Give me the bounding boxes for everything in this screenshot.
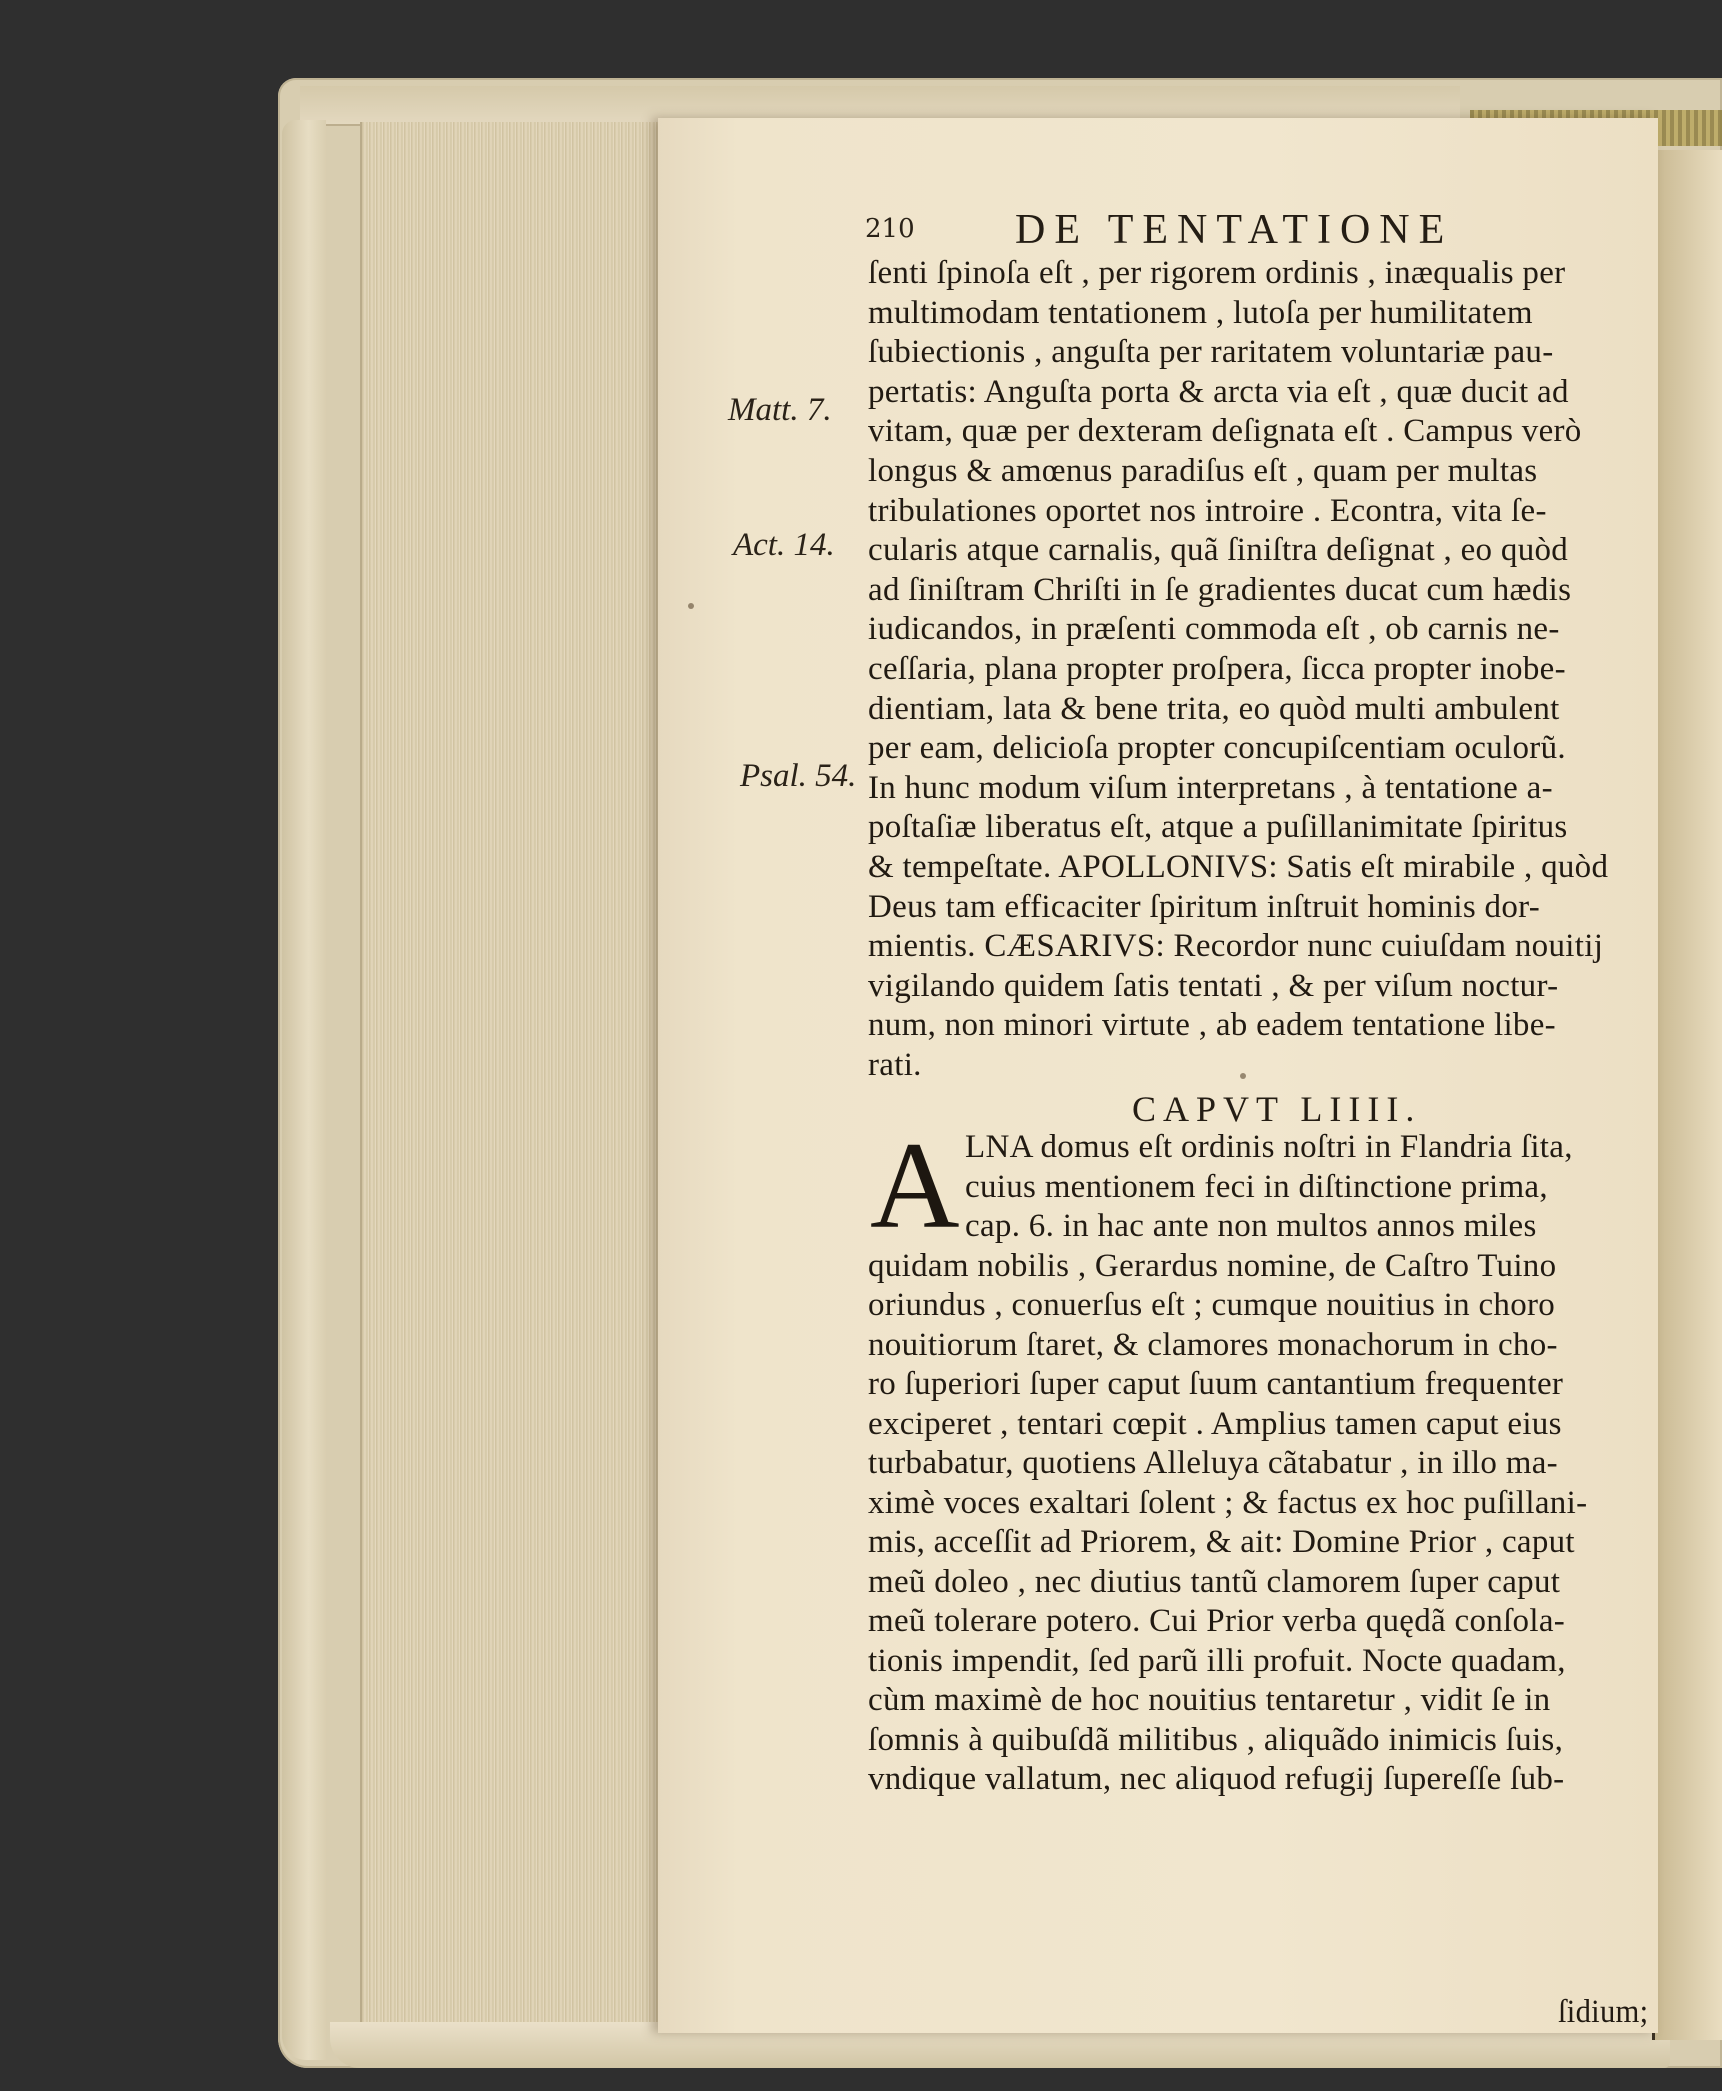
text-line: meũ doleo , nec diutius tantũ clamorem ſuper caput	[868, 1563, 1561, 1600]
text-line: longus & amœnus paradiſus eſt , quam per multas	[868, 453, 1538, 489]
text-line: ſubiectionis , anguſta per raritatem voluntariæ pau-	[868, 334, 1554, 371]
text-line: cùm maximè de hoc nouitius tentaretur , vidit ſe in	[868, 1682, 1551, 1718]
text-line: ximè voces exaltari ſolent ; & factus ex hoc puſillani-	[868, 1484, 1588, 1521]
text-line: meũ tolerare potero. Cui Prior verba quędã conſola-	[868, 1603, 1566, 1639]
text-line: mis, acceſſit ad Priorem, & ait: Domine Prior , caput	[868, 1524, 1575, 1560]
text-line: vitam, quæ per dexteram deſignata eſt . Campus verò	[868, 413, 1582, 450]
text-line: per eam, delicioſa propter concupiſcentiam oculorũ.	[868, 730, 1566, 767]
text-line: turbabatur, quotiens Alleluya cãtabatur , in illo ma-	[868, 1445, 1558, 1481]
text-line: ro ſuperiori ſuper caput ſuum cantantium frequenter	[868, 1366, 1564, 1402]
text-line: Deus tam efficaciter ſpiritum inſtruit hominis dor-	[868, 888, 1541, 925]
text-line: iudicandos, in præſenti commoda eſt , ob carnis ne-	[868, 611, 1560, 648]
text-line: vigilando quidem ſatis tentati , & per viſum noctur-	[868, 967, 1559, 1004]
text-line: tribulationes oportet nos introire . Econtra, vita ſe-	[868, 492, 1547, 529]
text-line: num, non minori virtute , ab eadem tentatione libe-	[868, 1007, 1556, 1044]
text-line: multimodam tentationem , lutoſa per humilitatem	[868, 294, 1533, 331]
text-line: tionis impendit, ſed parũ illi profuit. Nocte quadam,	[868, 1642, 1566, 1679]
drop-cap: A	[870, 1117, 960, 1254]
text-line: nouitiorum ſtaret, & clamores monachorum in cho-	[868, 1326, 1558, 1363]
ink-spot	[688, 603, 694, 609]
page-block-edge	[360, 122, 662, 2027]
text-line: poſtaſiæ liberatus eſt, atque a puſillanimitate ſpiritus	[868, 809, 1568, 846]
text-line: cap. 6. in hac ante non multos annos miles	[965, 1208, 1537, 1244]
margin-note: Act. 14.	[733, 527, 835, 563]
text-line: rati.	[868, 1047, 922, 1083]
text-line: ceſſaria, plana propter proſpera, ſicca propter inobe-	[868, 651, 1566, 687]
text-line: ſenti ſpinoſa eſt , per rigorem ordinis , inæqualis per	[868, 255, 1566, 291]
chapter-heading: CAPVT LIIII.	[1132, 1089, 1422, 1129]
text-line: quidam nobilis , Gerardus nomine, de Caſtro Tuino	[868, 1247, 1557, 1284]
text-line: In hunc modum viſum interpretans , à tentatione a-	[868, 769, 1553, 806]
text-line: exciperet , tentari cœpit . Amplius tamen caput eius	[868, 1405, 1562, 1442]
text-line: cularis atque carnalis, quã ſiniſtra deſignat , eo quòd	[868, 532, 1569, 569]
text-line: mientis. CÆSARIVS: Recordor nunc cuiuſdam nouitij	[868, 928, 1604, 965]
text-line: dientiam, lata & bene trita, eo quòd multi ambulent	[868, 690, 1560, 727]
catchword: ſidium;	[1558, 1994, 1649, 2030]
text-line: cuius mentionem feci in diſtinctione prima,	[965, 1168, 1548, 1205]
text-line: vndique vallatum, nec aliquod refugij ſupereſſe ſub-	[868, 1761, 1565, 1797]
text-line: LNA domus eſt ordinis noſtri in Flandria ſita,	[965, 1129, 1573, 1165]
text-line: oriundus , conuerſus eſt ; cumque nouitius in choro	[868, 1287, 1556, 1323]
running-title: DE TENTATIONE	[1015, 207, 1454, 253]
page-number: 210	[865, 214, 915, 244]
text-line: ad ſiniſtram Chriſti in ſe gradientes ducat cum hædis	[868, 571, 1572, 608]
ink-spot	[1240, 1073, 1246, 1079]
text-line: ſomnis à quibuſdã militibus , aliquãdo inimicis ſuis,	[868, 1721, 1564, 1758]
book-spine-edge	[282, 120, 326, 2060]
running-head	[865, 207, 1655, 254]
text-line: & tempeſtate. APOLLONIVS: Satis eſt mirabile , quòd	[868, 849, 1609, 885]
facing-page-edge	[1652, 150, 1722, 2040]
margin-note: Psal. 54.	[740, 758, 857, 794]
margin-note: Matt. 7.	[728, 392, 832, 428]
text-line: pertatis: Anguſta porta & arcta via eſt , quæ ducit ad	[868, 373, 1569, 410]
